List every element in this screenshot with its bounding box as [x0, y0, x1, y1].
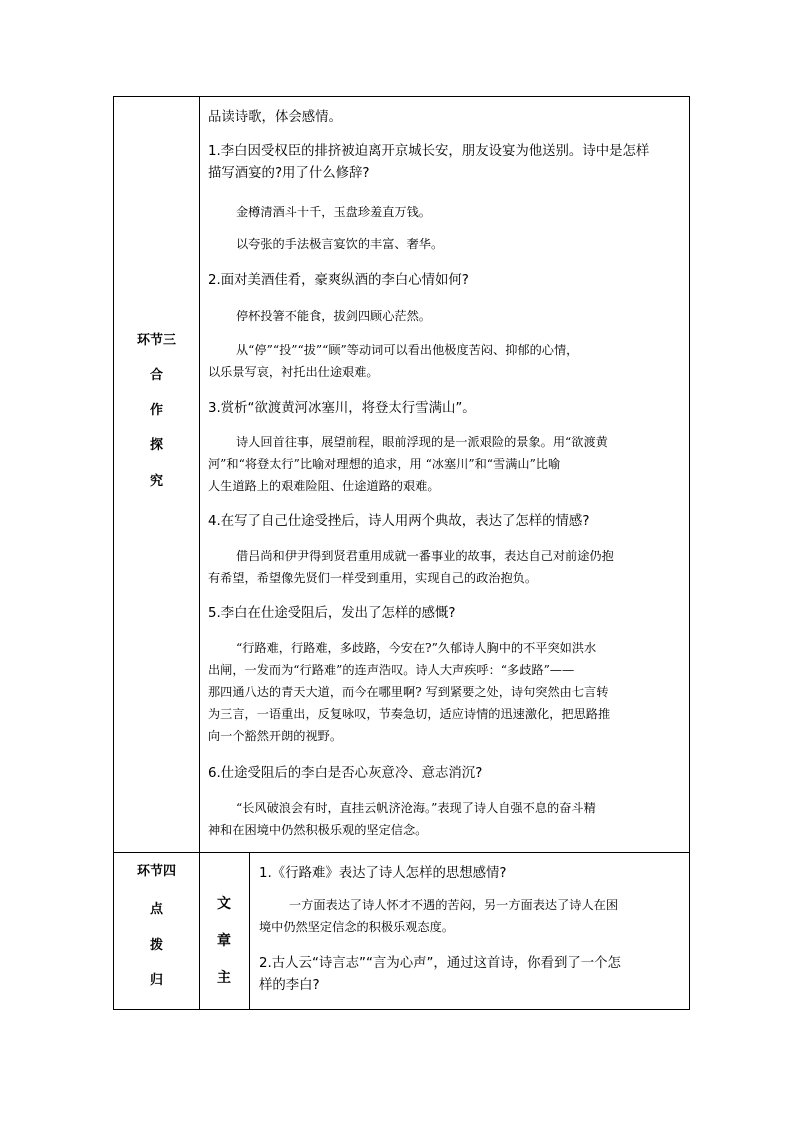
answer-5-line-4: 为三言，一语重出，反复咏叹，节奏急切，适应诗情的迅速激化，把思路推: [208, 707, 611, 721]
answer-3-line-3: 人生道路上的艰难险阻、仕途道路的艰难。: [208, 479, 440, 493]
answer-2-line-1: 停杯投箸不能食，拔剑四顾心茫然。: [236, 309, 431, 323]
section3-heading: 品读诗歌，体会感情。: [208, 110, 342, 125]
question-2: 2.面对美酒佳肴，豪爽纵酒的李白心情如何?: [208, 273, 469, 288]
section3-label-char: 探: [149, 438, 163, 453]
answer-5-line-1: “行路难，行路难，多歧路，今安在?”久郁诗人胸中的不平突如洪水: [236, 641, 597, 655]
column-divider: [199, 97, 200, 1009]
section3-label-char: 究: [149, 474, 163, 489]
answer-1-line-1: 金樽清酒斗十千，玉盘珍羞直万钱。: [236, 205, 431, 219]
section4-label-char: 点: [149, 902, 163, 917]
answer-4-line-1: 借吕尚和伊尹得到贤君重用成就一番事业的故事，表达自己对前途仍抱: [236, 549, 614, 563]
section4-sublabel-char: 章: [217, 933, 231, 949]
answer-6-line-1: “长风破浪会有时，直挂云帆济沧海。”表现了诗人自强不息的奋斗精: [236, 801, 596, 815]
section4-answer-1-line-1: 一方面表达了诗人怀才不遇的苦闷，另一方面表达了诗人在困: [289, 898, 619, 912]
section4-label-title: 环节四: [136, 864, 176, 879]
answer-5-line-3: 那四通八达的青天大道，而今在哪里啊? 写到紧要之处，诗句突然由七言转: [208, 685, 609, 699]
section3-label-title: 环节三: [136, 333, 176, 348]
question-5: 5.李白在仕途受阻后，发出了怎样的感慨?: [208, 606, 456, 621]
answer-1-line-2: 以夸张的手法极言宴饮的丰富、奢华。: [236, 237, 444, 251]
answer-3-line-1: 诗人回首往事，展望前程，眼前浮现的是一派艰险的景象。用“欲渡黄: [236, 435, 608, 449]
row-divider: [114, 852, 689, 853]
section4-question-2-line-1: 2.古人云“诗言志”“言为心声”，通过这首诗，你看到了一个怎: [259, 956, 621, 971]
question-6: 6.仕途受阻后的李白是否心灰意冷、意志消沉?: [208, 766, 483, 781]
question-1-line-1: 1.李白因受权臣的排挤被迫离开京城长安，朋友设宴为他送别。诗中是怎样: [208, 144, 650, 159]
answer-5-line-2: 出闸，一发而为“行路难”的连声浩叹。诗人大声疾呼：“多歧路”——: [208, 663, 575, 677]
question-4: 4.在写了自己仕途受挫后，诗人用两个典故，表达了怎样的情感?: [208, 514, 590, 529]
answer-4-line-2: 有希望，希望像先贤们一样受到重用，实现自己的政治抱负。: [208, 571, 538, 585]
answer-2-line-3: 以乐景写哀，衬托出仕途艰难。: [208, 365, 379, 379]
section4-question-1: 1.《行路难》表达了诗人怎样的思想感情?: [259, 866, 507, 881]
question-3: 3.赏析“欲渡黄河冰塞川，将登太行雪满山”。: [208, 401, 476, 416]
section4-answer-1-line-2: 境中仍然坚定信念的积极乐观态度。: [259, 920, 454, 934]
section4-sublabel-char: 文: [217, 896, 231, 912]
section3-label-char: 作: [149, 403, 163, 418]
answer-3-line-2: 河”和“将登太行”比喻对理想的追求，用 “冰塞川”和“雪满山”比喻: [208, 457, 561, 471]
sub-column-divider: [249, 852, 250, 1009]
answer-2-line-2: 从“停”“投”“拔”“顾”等动词可以看出他极度苦闷、抑郁的心情，: [236, 343, 579, 357]
answer-5-line-5: 向一个豁然开朗的视野。: [208, 729, 343, 743]
section3-label-char: 合: [149, 368, 163, 383]
answer-6-line-2: 神和在困境中仍然积极乐观的坚定信念。: [208, 823, 428, 837]
lesson-table: [113, 96, 690, 1010]
section4-sublabel-char: 主: [217, 970, 231, 986]
section4-question-2-line-2: 样的李白?: [259, 978, 320, 993]
question-1-line-2: 描写酒宴的?用了什么修辞?: [208, 166, 370, 181]
section4-label-char: 归: [149, 973, 163, 988]
section4-label-char: 拨: [149, 938, 163, 953]
